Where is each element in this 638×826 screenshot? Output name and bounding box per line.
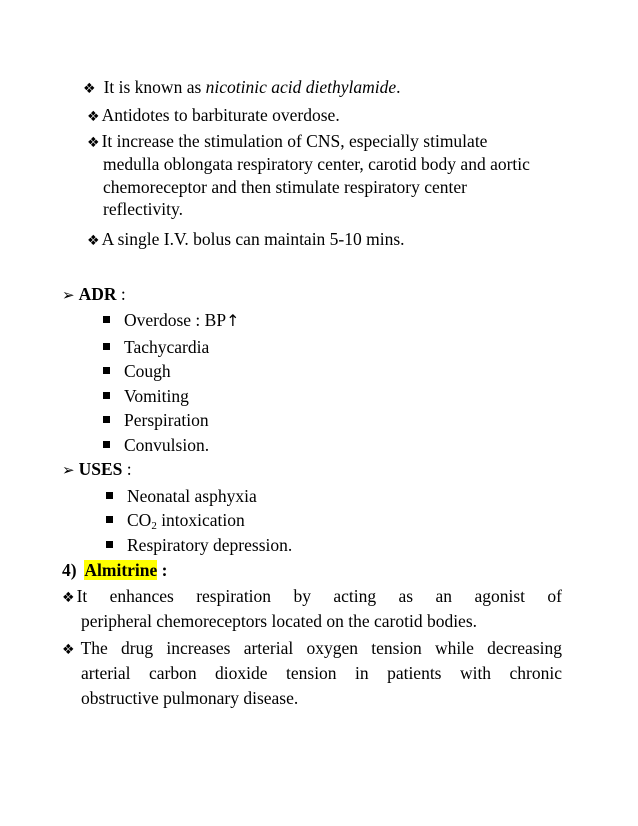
- almitrine-p1-line2: peripheral chemoreceptors located on the carotid bodies.: [81, 611, 478, 631]
- adr-item-overdose: Overdose : BP↑: [103, 309, 239, 332]
- bullet-cns-line4: reflectivity.: [103, 199, 184, 219]
- uses-heading: ➢ USES :: [62, 459, 132, 479]
- highlighted-drug-name: Almitrine: [84, 560, 158, 580]
- almitrine-p2-line2: arterial carbon dioxide tension in patients with chronic: [81, 663, 562, 683]
- square-bullet-icon: [103, 416, 110, 423]
- bullet-known-as: ❖ It is known as nicotinic acid diethylamide.: [83, 76, 401, 100]
- diamond-bullet-icon: ❖: [87, 233, 100, 249]
- adr-item: Cough: [103, 360, 171, 382]
- uses-item: Respiratory depression.: [106, 534, 292, 556]
- uses-item-co2: $CO_2$ intoxication: [106, 509, 245, 531]
- diamond-bullet-icon: ❖: [62, 642, 75, 658]
- almitrine-p2-line1: ❖ The drug increases arterial oxygen tension while decreasing: [62, 637, 562, 661]
- bullet-antidotes: ❖ Antidotes to barbiturate overdose.: [87, 104, 340, 128]
- square-bullet-icon: [106, 516, 113, 523]
- bullet-cns-stimulation: ❖ It increase the stimulation of CNS, especially stimulate: [87, 130, 487, 154]
- bullet-bolus: ❖ A single I.V. bolus can maintain 5-10 mins.: [87, 228, 405, 252]
- square-bullet-icon: [103, 441, 110, 448]
- bullet-cns-line2: medulla oblongata respiratory center, carotid body and aortic: [103, 154, 530, 174]
- almitrine-p2-line3: obstructive pulmonary disease.: [81, 688, 299, 708]
- arrowhead-bullet-icon: ➢: [62, 286, 75, 304]
- chemical-name: nicotinic acid diethylamide: [205, 77, 397, 97]
- arrowhead-bullet-icon: ➢: [62, 461, 75, 479]
- square-bullet-icon: [106, 541, 113, 548]
- square-bullet-icon: [103, 367, 110, 374]
- square-bullet-icon: [103, 343, 110, 350]
- diamond-bullet-icon: ❖: [62, 590, 75, 606]
- bullet-cns-line3: chemoreceptor and then stimulate respiratory center: [103, 177, 467, 197]
- adr-item: Convulsion.: [103, 434, 209, 456]
- diamond-bullet-icon: ❖: [87, 109, 100, 125]
- up-arrow-icon: ↑: [226, 311, 240, 330]
- square-bullet-icon: [103, 316, 110, 323]
- adr-item: Tachycardia: [103, 336, 209, 358]
- adr-heading: ➢ ADR :: [62, 284, 126, 304]
- diamond-bullet-icon: ❖: [87, 135, 100, 151]
- diamond-bullet-icon: ❖: [83, 81, 96, 97]
- adr-item: Vomiting: [103, 385, 189, 407]
- almitrine-p1-line1: ❖ It enhances respiration by acting as an agonist of: [62, 585, 562, 609]
- uses-item: Neonatal asphyxia: [106, 485, 257, 507]
- square-bullet-icon: [103, 392, 110, 399]
- square-bullet-icon: [106, 492, 113, 499]
- adr-item: Perspiration: [103, 409, 209, 431]
- almitrine-heading: 4) Almitrine :: [62, 560, 168, 580]
